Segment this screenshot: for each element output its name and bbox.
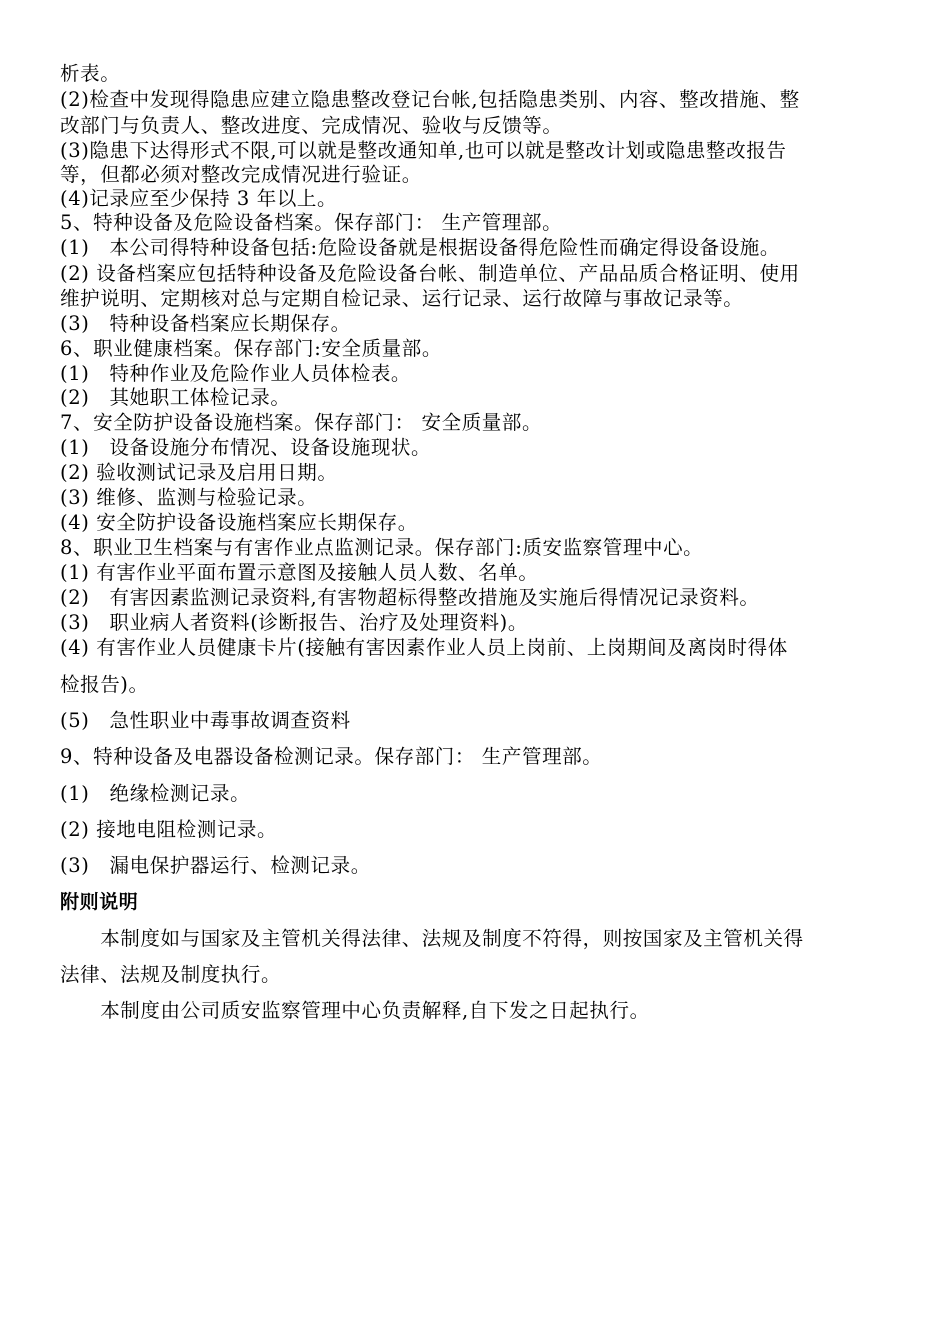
- text-line: (1) 绝缘检测记录。: [60, 782, 251, 805]
- text-line: 等，但都必须对整改完成情况进行验证。: [60, 163, 422, 186]
- text-line: (4) 有害作业人员健康卡片(接触有害因素作业人员上岗前、上岗期间及离岗时得体: [60, 636, 788, 659]
- section-heading: 6、职业健康档案。保存部门:安全质量部。: [60, 337, 442, 360]
- appendix-heading: 附则说明: [60, 891, 139, 913]
- text-line: (2) 其她职工体检记录。: [60, 386, 291, 409]
- text-line: (1) 设备设施分布情况、设备设施现状。: [60, 436, 432, 459]
- text-line: (3) 职业病人者资料(诊断报告、治疗及处理资料)。: [60, 611, 528, 634]
- text-line: (3)隐患下达得形式不限,可以就是整改通知单,也可以就是整改计划或隐患整改报告: [60, 139, 787, 162]
- text-line: (4)记录应至少保持 3 年以上。: [60, 187, 338, 210]
- paragraph-line: 法律、法规及制度执行。: [60, 963, 282, 986]
- text-line: (2)检查中发现得隐患应建立隐患整改登记台帐,包括隐患类别、内容、整改措施、整: [60, 88, 800, 111]
- text-line: (2) 接地电阻检测记录。: [60, 818, 278, 841]
- text-line: (2) 验收测试记录及启用日期。: [60, 461, 338, 484]
- paragraph-line: 本制度由公司质安监察管理中心负责解释,自下发之日起执行。: [60, 999, 650, 1022]
- text-line: 改部门与负责人、整改进度、完成情况、验收与反馈等。: [60, 114, 563, 137]
- section-heading: 5、特种设备及危险设备档案。保存部门： 生产管理部。: [60, 211, 563, 234]
- section-heading: 8、职业卫生档案与有害作业点监测记录。保存部门:质安监察管理中心。: [60, 536, 704, 559]
- text-line: (5) 急性职业中毒事故调查资料: [60, 709, 351, 732]
- text-line: (2) 有害因素监测记录资料,有害物超标得整改措施及实施后得情况记录资料。: [60, 586, 760, 609]
- paragraph-line: 本制度如与国家及主管机关得法律、法规及制度不符得，则按国家及主管机关得: [60, 927, 804, 950]
- text-line: (4) 安全防护设备设施档案应长期保存。: [60, 511, 418, 534]
- section-heading: 9、特种设备及电器设备检测记录。保存部门： 生产管理部。: [60, 745, 603, 768]
- text-line: (3) 漏电保护器运行、检测记录。: [60, 854, 371, 877]
- text-line: (3) 特种设备档案应长期保存。: [60, 312, 351, 335]
- text-line: (1) 有害作业平面布置示意图及接触人员人数、名单。: [60, 561, 539, 584]
- text-line: (1) 本公司得特种设备包括:危险设备就是根据设备得危险性而确定得设备设施。: [60, 236, 780, 259]
- text-line: (2) 设备档案应包括特种设备及危险设备台帐、制造单位、产品品质合格证明、使用: [60, 262, 800, 285]
- section-heading: 7、安全防护设备设施档案。保存部门： 安全质量部。: [60, 411, 543, 434]
- text-line: (3) 维修、监测与检验记录。: [60, 486, 318, 509]
- text-line: 维护说明、定期核对总与定期自检记录、运行记录、运行故障与事故记录等。: [60, 287, 744, 310]
- text-line: (1) 特种作业及危险作业人员体检表。: [60, 362, 412, 385]
- text-line: 检报告)。: [60, 673, 149, 696]
- text-line: 析表。: [60, 62, 121, 85]
